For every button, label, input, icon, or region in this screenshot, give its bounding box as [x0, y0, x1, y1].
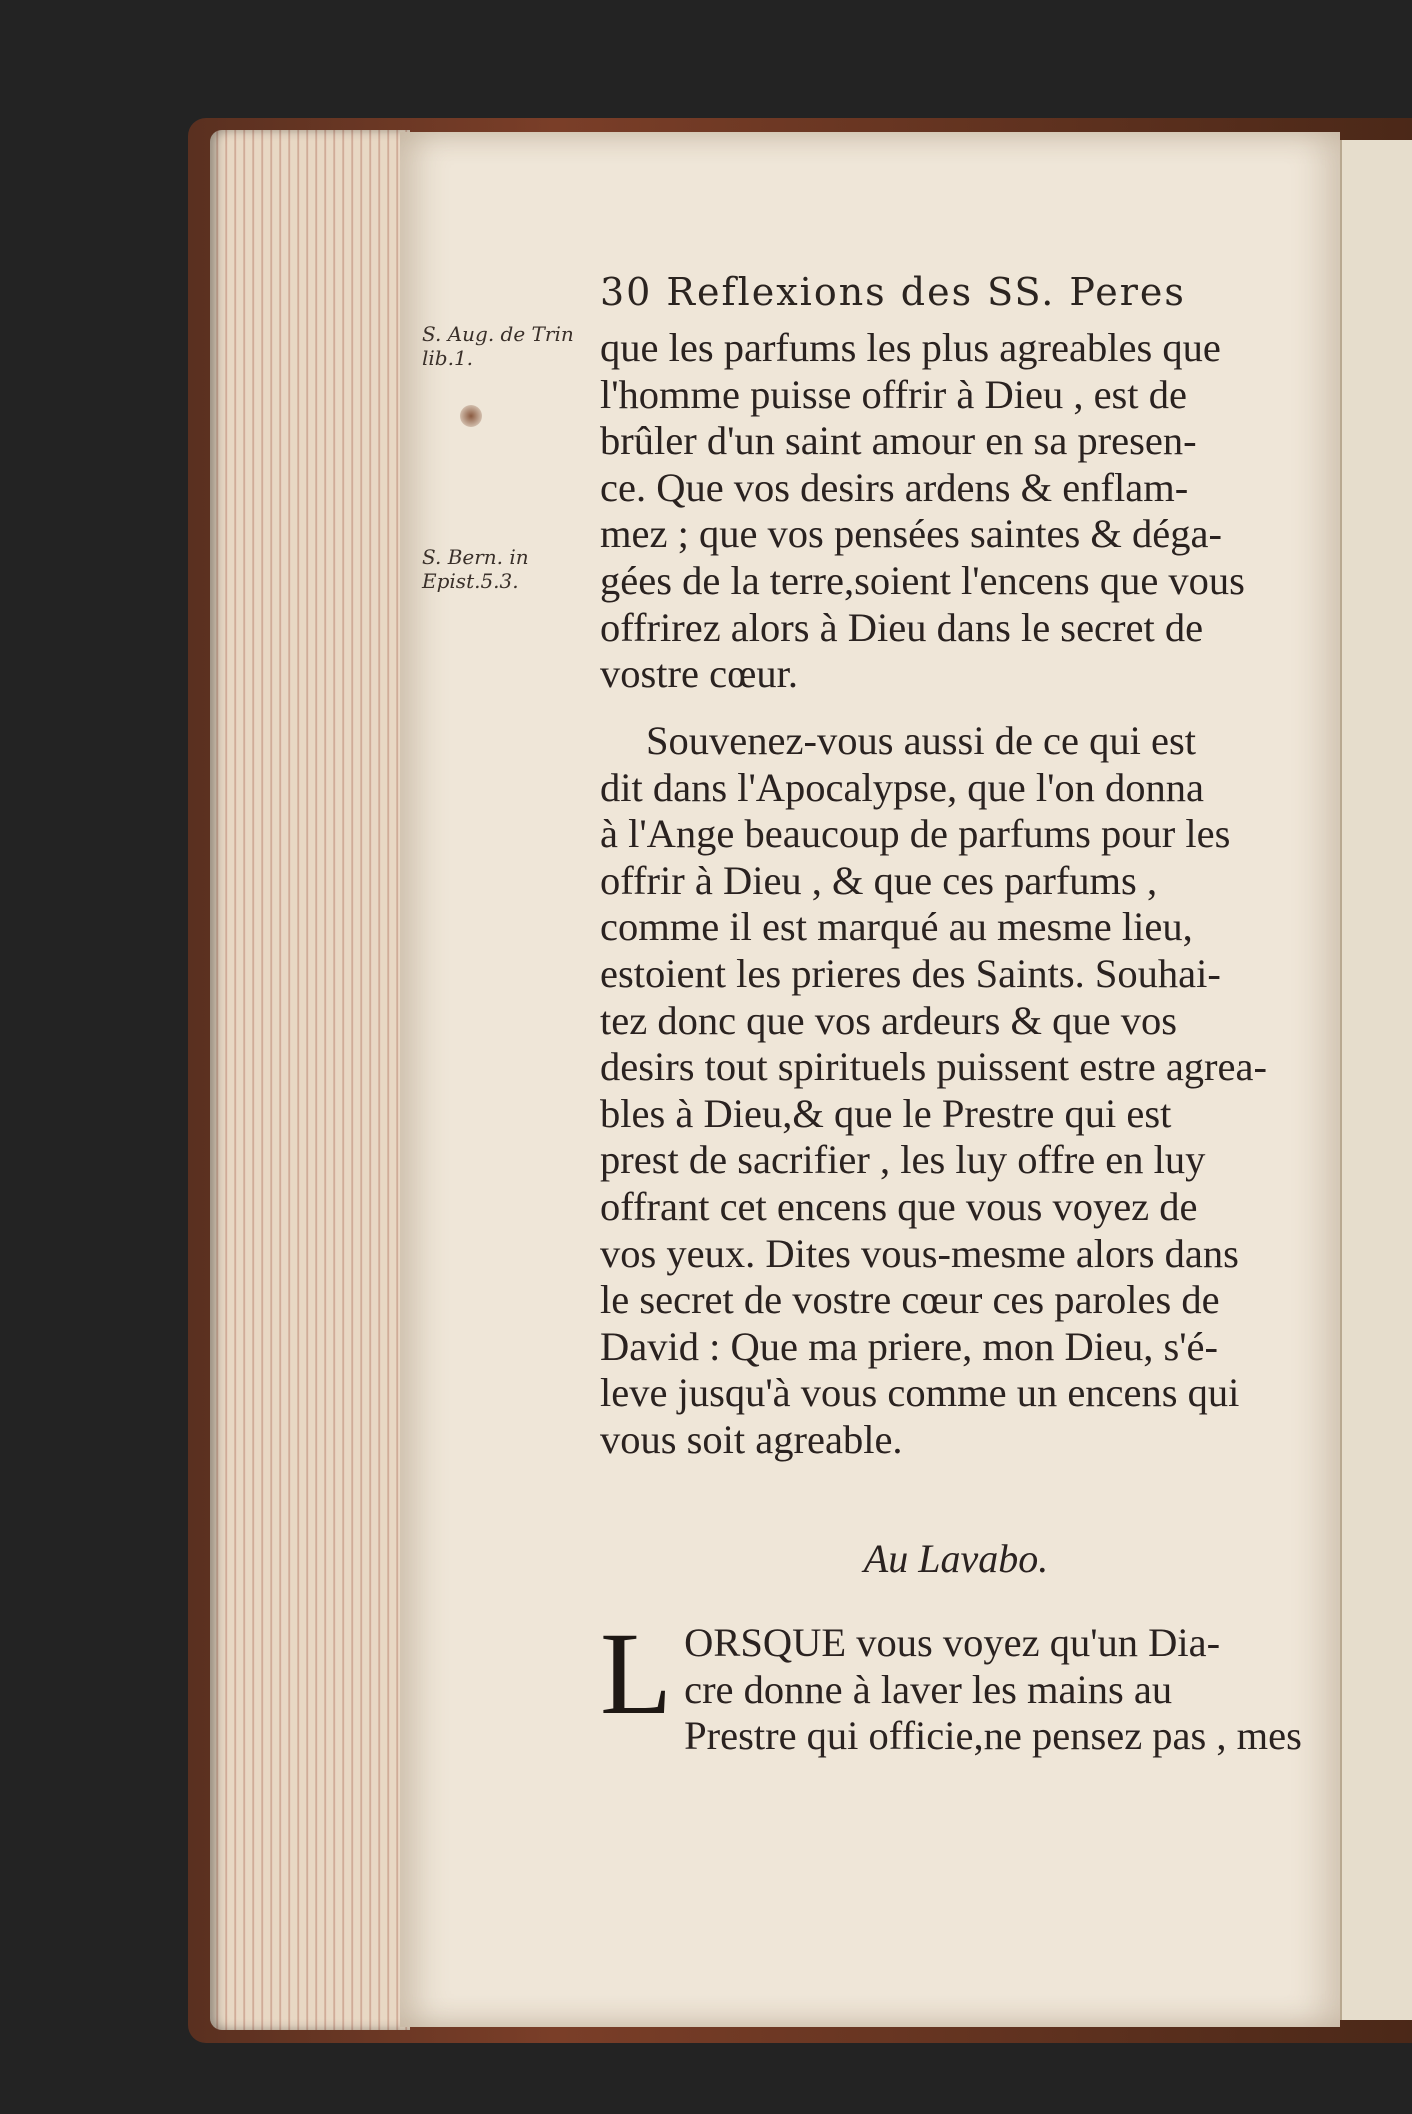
text-line: comme il est marqué au mesme lieu,: [600, 904, 1193, 950]
facing-page-edge: [1340, 140, 1412, 2020]
text-line: tez donc que vos ardeurs & que vos: [600, 997, 1177, 1043]
running-head: 30 Reflexions des SS. Peres: [600, 270, 1186, 314]
text-line: vous soit agreable.: [600, 1416, 903, 1462]
text-line: offrirez alors à Dieu dans le secret de: [600, 604, 1204, 650]
paragraph-2: [600, 718, 1312, 1464]
text-line: vostre cœur.: [600, 651, 798, 697]
section-title: Au Lavabo.: [863, 1536, 1049, 1581]
paper-stain: [460, 405, 482, 427]
text-line: Prestre qui officie,ne pensez pas , mes: [684, 1713, 1302, 1759]
text-line: mez ; que vos pensées saintes & déga-: [600, 511, 1222, 557]
text-line: cre donne à laver les mains au: [684, 1666, 1173, 1712]
text-line: dit dans l'Apocalypse, que l'on donna: [600, 764, 1204, 810]
text-line: prest de sacrifier , les luy offre en luy: [600, 1137, 1206, 1183]
text-line: à l'Ange beaucoup de parfums pour les: [600, 811, 1231, 857]
paragraph-1: [600, 325, 1312, 698]
text-line: Souvenez-vous aussi de ce qui est: [646, 718, 1196, 763]
text-line: offrir à Dieu , & que ces parfums ,: [600, 857, 1158, 903]
text-line: offrant cet encens que vous voyez de: [600, 1183, 1198, 1229]
text-line: le secret de vostre cœur ces paroles de: [600, 1277, 1220, 1323]
text-line: l'homme puisse offrir à Dieu , est de: [600, 371, 1187, 417]
margin-note-augustine: S. Aug. de Trin lib.1.: [422, 322, 574, 370]
text-line: David : Que ma priere, mon Dieu, s'é-: [600, 1323, 1218, 1369]
text-line: brûler d'un saint amour en sa presen-: [600, 418, 1197, 464]
text-line: ce. Que vos desirs ardens & enflam-: [600, 464, 1189, 510]
text-line: gées de la terre,soient l'encens que vous: [600, 557, 1245, 603]
text-line: bles à Dieu,& que le Prestre qui est: [600, 1090, 1172, 1136]
margin-note-bernard: S. Bern. in Epist.5.3.: [422, 545, 529, 593]
text-line: ORSQUE vous voyez qu'un Dia-: [684, 1620, 1221, 1665]
text-line: que les parfums les plus agreables que: [600, 325, 1221, 370]
drop-cap: L: [600, 1608, 673, 1739]
text-line: desirs tout spirituels puissent estre agrea-: [600, 1044, 1267, 1090]
text-line: estoient les prieres des Saints. Souhai-: [600, 950, 1221, 996]
text-line: vos yeux. Dites vous-mesme alors dans: [600, 1230, 1239, 1276]
paragraph-3: [600, 1608, 1312, 1760]
text-line: leve jusqu'à vous comme un encens qui: [600, 1370, 1240, 1416]
page-edges: [210, 130, 410, 2030]
